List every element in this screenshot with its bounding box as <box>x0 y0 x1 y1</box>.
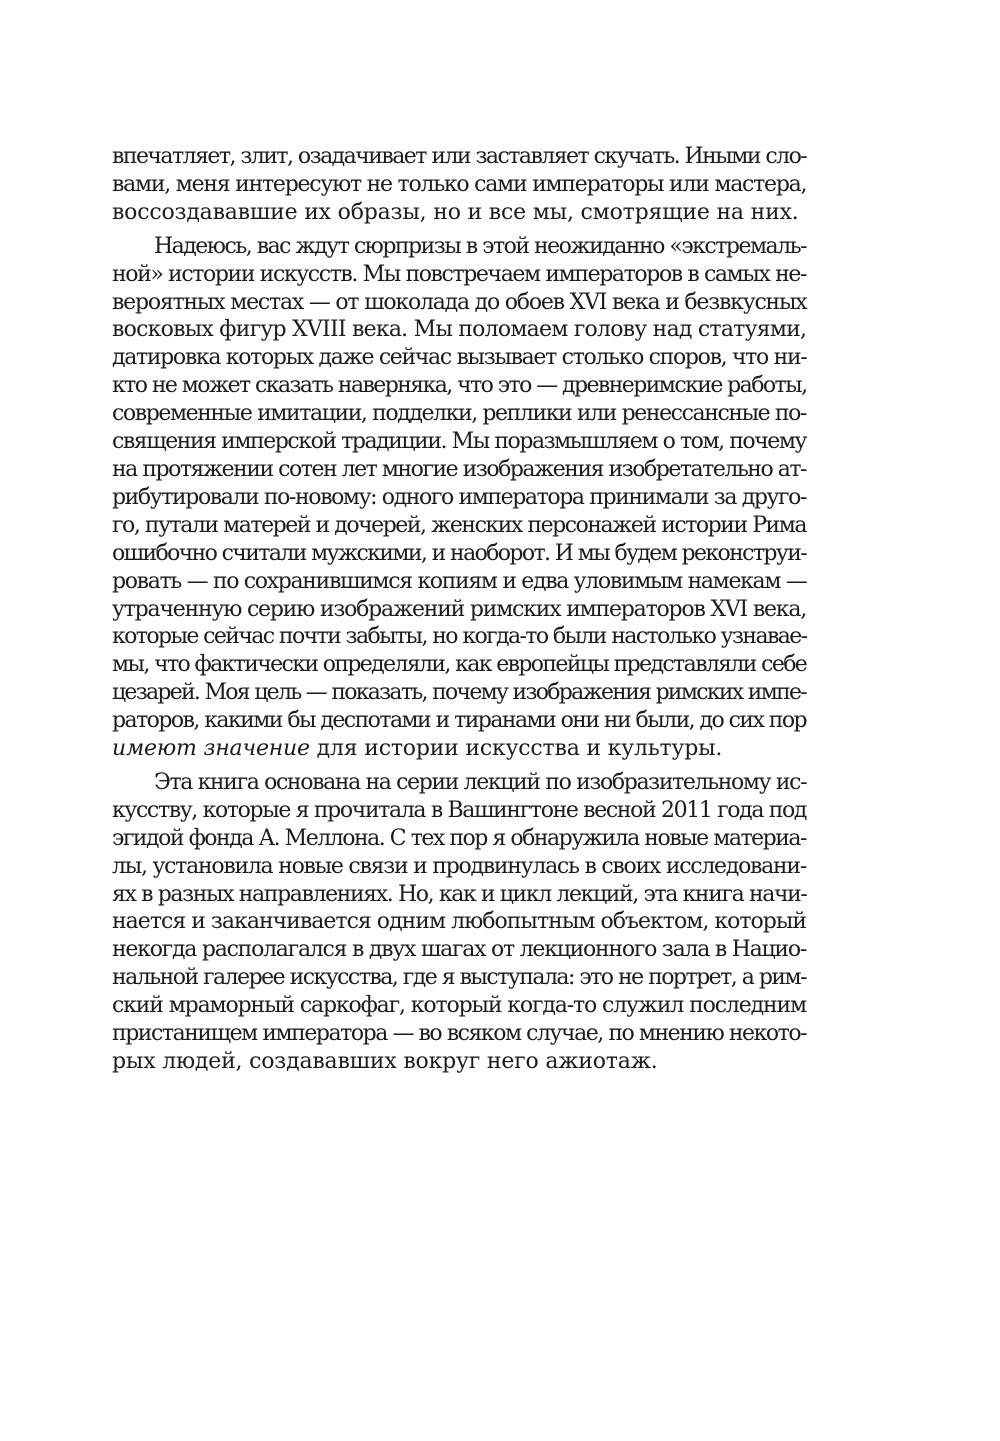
text-line: мы, что фактически определяли, как европейцы представляли себе <box>112 652 807 678</box>
text-line: рых людей, создававших вокруг него ажиотаж. <box>112 1049 658 1074</box>
text-line: нается и заканчивается одним любопытным объектом, который <box>112 909 807 935</box>
text-line: цезарей. Моя цель — показать, почему изображения римских импе- <box>112 680 806 706</box>
text-line: ошибочно считали мужскими, и наоборот. И мы будем реконструи- <box>112 540 807 566</box>
text-line: рибутировали по-новому: одного императора принимали за друго- <box>112 484 806 510</box>
text-line: Надеюсь, вас ждут сюрпризы в этой неожиданно «экстремаль- <box>154 233 806 259</box>
paragraph-2 <box>112 233 806 763</box>
text-line: кто не может сказать наверняка, что это — древнеримские работы, <box>112 373 807 399</box>
text-line: Эта книга основана на серии лекций по изобразительному ис- <box>154 769 807 795</box>
text-line: датировка которых даже сейчас вызывает столько споров, что ни- <box>112 345 807 371</box>
paragraph-3 <box>112 769 806 1076</box>
text-line: го, путали матерей и дочерей, женских персонажей истории Рима <box>112 512 806 538</box>
text-line: нальной галерее искусства, где я выступала: это не портрет, а рим- <box>112 965 806 991</box>
text-line: впечатляет, злит, озадачивает или заставляет скучать. Иными сло- <box>112 144 807 169</box>
text-line: кусству, которые я прочитала в Вашингтоне весной 2011 года под <box>112 797 807 823</box>
text-line: эгидой фонда А. Меллона. С тех пор я обнаружила новые материа- <box>112 825 806 851</box>
text-line: пристанищем императора — во всяком случае, по мнению некото- <box>112 1021 807 1047</box>
text-line: которые сейчас почти забыты, но когда-то были настолько узнавае- <box>112 624 807 650</box>
text-line: воссоздававшие их образы, но и все мы, смотрящие на них. <box>112 199 799 225</box>
page-body <box>112 143 806 1076</box>
paragraph-1 <box>112 143 806 227</box>
text-line: некогда располагался в двух шагах от лекционного зала в Нацио- <box>112 937 806 963</box>
text-line: восковых фигур XVIII века. Мы поломаем голову над статуями, <box>112 317 807 343</box>
text-line-last <box>112 735 806 763</box>
text-line: священия имперской традиции. Мы поразмышляем о том, почему <box>112 429 806 455</box>
text-line: ский мраморный саркофаг, который когда-то служил последним <box>112 993 806 1019</box>
text-line: ровать — по сохранившимся копиям и едва уловимым намекам — <box>112 568 807 594</box>
emphasis-text: имеют значение <box>112 736 310 762</box>
text-line: раторов, какими бы деспотами и тиранами они ни были, до сих пор <box>112 708 807 734</box>
text-line: ях в разных направлениях. Но, как и цикл лекций, эта книга начи- <box>112 881 807 907</box>
text-line: ной» истории искусств. Мы повстречаем императоров в самых не- <box>112 261 806 287</box>
text-line: утраченную серию изображений римских императоров XVI века, <box>112 596 806 622</box>
text-line: вероятных местах — от шоколада до обоев XVI века и безвкусных <box>112 289 807 315</box>
text-line: вами, меня интересуют не только сами императоры или мастера, <box>112 171 807 197</box>
text-line-rest: для истории искусства и культуры. <box>309 736 723 762</box>
text-line: на протяжении сотен лет многие изображения изобретательно ат- <box>112 456 806 482</box>
text-line: современные имитации, подделки, реплики или ренессансные по- <box>112 401 806 427</box>
text-line: лы, установила новые связи и продвинулась в своих исследовани- <box>112 853 806 879</box>
